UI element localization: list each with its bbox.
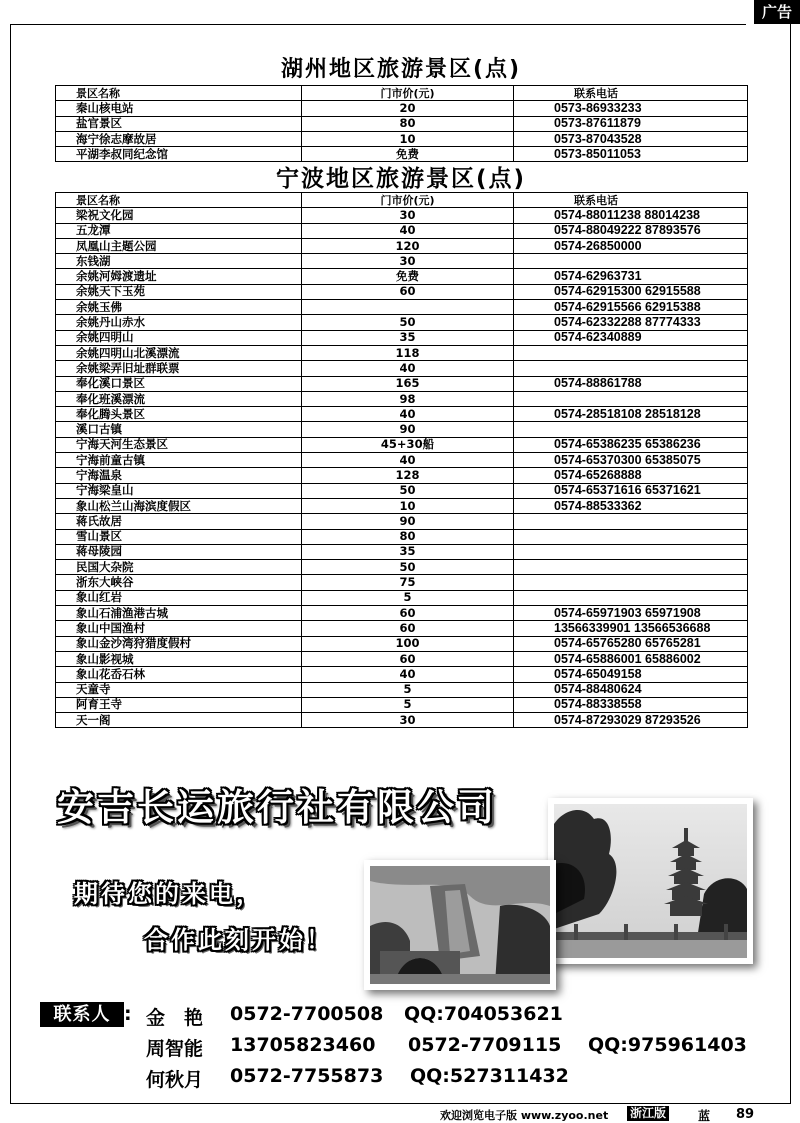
spot-price: 60	[302, 606, 514, 621]
table-row	[56, 345, 748, 360]
table-row	[56, 361, 748, 376]
spot-price: 35	[302, 544, 514, 559]
spot-phone: 0574-88533362	[514, 498, 748, 513]
spot-name: 余姚天下玉苑	[56, 284, 302, 299]
spot-phone: 0574-28518108 28518128	[514, 407, 748, 422]
table-row	[56, 376, 748, 391]
spot-phone: 0574-65268888	[514, 468, 748, 483]
spot-price: 80	[302, 529, 514, 544]
table-row	[56, 590, 748, 605]
spot-name: 宁海前童古镇	[56, 453, 302, 468]
spot-price: 50	[302, 560, 514, 575]
table-row	[56, 315, 748, 330]
spot-name: 五龙潭	[56, 223, 302, 238]
table-row	[56, 330, 748, 345]
stone-bridge-photo	[364, 860, 556, 990]
contact-label: 联系人	[40, 1002, 124, 1027]
huzhou-table	[55, 85, 748, 162]
header-name: 景区名称	[56, 86, 302, 101]
table-row	[56, 468, 748, 483]
spot-price: 128	[302, 468, 514, 483]
table-row	[56, 116, 748, 131]
spot-price: 5	[302, 682, 514, 697]
contact-name: 金 艳	[146, 1007, 204, 1029]
spot-price: 40	[302, 407, 514, 422]
table-row	[56, 682, 748, 697]
spot-phone: 13566339901 13566536688	[514, 621, 748, 636]
contact-phone: 0572-7700508	[230, 1003, 384, 1025]
spot-name: 平湖李叔同纪念馆	[56, 147, 302, 162]
pagoda-photo	[548, 798, 753, 964]
table-row	[56, 131, 748, 146]
spot-phone	[514, 590, 748, 605]
spot-name: 海宁徐志摩故居	[56, 131, 302, 146]
spot-phone: 0573-87611879	[514, 116, 748, 131]
spot-price: 5	[302, 590, 514, 605]
spot-name: 宁海天河生态景区	[56, 437, 302, 452]
spot-price: 120	[302, 238, 514, 253]
spot-price: 80	[302, 116, 514, 131]
spot-price: 90	[302, 514, 514, 529]
spot-name: 象山金沙湾狩猎度假村	[56, 636, 302, 651]
spot-phone: 0574-62915300 62915588	[514, 284, 748, 299]
spot-price: 30	[302, 208, 514, 223]
header-price: 门市价(元)	[302, 86, 514, 101]
table-row	[56, 560, 748, 575]
spot-price: 90	[302, 422, 514, 437]
table-row	[56, 238, 748, 253]
spot-phone: 0574-65886001 65886002	[514, 651, 748, 666]
table-row	[56, 437, 748, 452]
stone-bridge-illustration	[370, 866, 550, 984]
table-row	[56, 621, 748, 636]
header-name: 景区名称	[56, 193, 302, 208]
footer-website-link[interactable]: 欢迎浏览电子版 www.zyoo.net	[440, 1109, 609, 1122]
spot-name: 奉化溪口景区	[56, 376, 302, 391]
spot-phone: 0574-65370300 65385075	[514, 453, 748, 468]
contact-phone: 13705823460	[230, 1034, 376, 1056]
spot-price: 40	[302, 667, 514, 682]
spot-price: 118	[302, 345, 514, 360]
table-row	[56, 422, 748, 437]
spot-name: 东钱湖	[56, 254, 302, 269]
table-row	[56, 575, 748, 590]
spot-price: 35	[302, 330, 514, 345]
spot-phone	[514, 422, 748, 437]
spot-name: 浙东大峡谷	[56, 575, 302, 590]
spot-price	[302, 300, 514, 315]
spot-phone: 0574-65049158	[514, 667, 748, 682]
ningbo-title: 宁波地区旅游景区(点)	[275, 166, 527, 192]
pagoda-photo-illustration	[554, 804, 747, 958]
spot-price: 45+30船	[302, 437, 514, 452]
spot-phone: 0574-65386235 65386236	[514, 437, 748, 452]
spot-price: 30	[302, 713, 514, 728]
spot-name: 民国大杂院	[56, 560, 302, 575]
table-row	[56, 407, 748, 422]
spot-phone: 0573-85011053	[514, 147, 748, 162]
spot-phone	[514, 560, 748, 575]
footer-color-mark: 蓝	[698, 1109, 711, 1123]
spot-price: 98	[302, 391, 514, 406]
spot-price: 30	[302, 254, 514, 269]
table-row	[56, 269, 748, 284]
table-row	[56, 713, 748, 728]
spot-name: 象山花岙石林	[56, 667, 302, 682]
spot-phone: 0574-26850000	[514, 238, 748, 253]
table-row	[56, 697, 748, 712]
spot-phone	[514, 529, 748, 544]
contact-qq: QQ:975961403	[588, 1034, 747, 1056]
spot-phone	[514, 514, 748, 529]
footer-edition-badge: 浙江版	[627, 1106, 669, 1121]
table-row	[56, 651, 748, 666]
spot-price: 40	[302, 223, 514, 238]
table-row	[56, 544, 748, 559]
spot-price: 10	[302, 131, 514, 146]
spot-name: 余姚四明山北溪漂流	[56, 345, 302, 360]
spot-phone: 0574-87293029 87293526	[514, 713, 748, 728]
spot-name: 奉化腾头景区	[56, 407, 302, 422]
spot-name: 奉化班溪漂流	[56, 391, 302, 406]
spot-name: 象山红岩	[56, 590, 302, 605]
spot-phone	[514, 254, 748, 269]
spot-name: 宁海温泉	[56, 468, 302, 483]
spot-price: 20	[302, 101, 514, 116]
spot-price: 50	[302, 315, 514, 330]
spot-phone: 0574-65765280 65765281	[514, 636, 748, 651]
table-row	[56, 300, 748, 315]
spot-name: 余姚河姆渡遗址	[56, 269, 302, 284]
table-row	[56, 529, 748, 544]
spot-name: 梁祝文化园	[56, 208, 302, 223]
contact-name: 周智能	[146, 1038, 204, 1060]
table-row	[56, 498, 748, 513]
ad-tab: 广告	[754, 0, 800, 24]
spot-price: 165	[302, 376, 514, 391]
table-row	[56, 453, 748, 468]
spot-name: 象山石浦渔港古城	[56, 606, 302, 621]
contact-phone-2: 0572-7709115	[408, 1034, 562, 1056]
page-number: 89	[736, 1107, 755, 1122]
spot-name: 象山松兰山海滨度假区	[56, 498, 302, 513]
spot-name: 宁海梁皇山	[56, 483, 302, 498]
spot-name: 秦山核电站	[56, 101, 302, 116]
spot-price: 50	[302, 483, 514, 498]
spot-phone: 0574-88011238 88014238	[514, 208, 748, 223]
spot-phone: 0574-65971903 65971908	[514, 606, 748, 621]
spot-price: 60	[302, 621, 514, 636]
header-phone: 联系电话	[514, 193, 748, 208]
table-header-row	[56, 86, 748, 101]
table-row	[56, 284, 748, 299]
slogan-line-1: 期待您的来电，	[74, 880, 263, 908]
spot-name: 天一阁	[56, 713, 302, 728]
spot-phone	[514, 391, 748, 406]
contact-qq: QQ:704053621	[404, 1003, 563, 1025]
spot-phone	[514, 361, 748, 376]
spot-price: 免费	[302, 147, 514, 162]
table-row	[56, 223, 748, 238]
spot-price: 100	[302, 636, 514, 651]
table-row	[56, 667, 748, 682]
spot-name: 余姚梁弄旧址群联票	[56, 361, 302, 376]
table-row	[56, 636, 748, 651]
table-row	[56, 606, 748, 621]
spot-name: 象山中国渔村	[56, 621, 302, 636]
spot-phone: 0574-62340889	[514, 330, 748, 345]
spot-phone: 0574-62332288 87774333	[514, 315, 748, 330]
spot-phone: 0574-88338558	[514, 697, 748, 712]
ningbo-table	[55, 192, 748, 728]
spot-name: 溪口古镇	[56, 422, 302, 437]
table-row	[56, 101, 748, 116]
contact-qq: QQ:527311432	[410, 1065, 569, 1087]
company-name: 安吉长运旅行社有限公司	[57, 786, 497, 829]
huzhou-title: 湖州地区旅游景区(点)	[280, 57, 522, 82]
spot-price: 60	[302, 284, 514, 299]
spot-phone: 0574-62963731	[514, 269, 748, 284]
spot-name: 雪山景区	[56, 529, 302, 544]
table-row	[56, 208, 748, 223]
spot-phone	[514, 544, 748, 559]
spot-name: 凤凰山主题公园	[56, 238, 302, 253]
spot-phone	[514, 345, 748, 360]
spot-name: 余姚丹山赤水	[56, 315, 302, 330]
spot-phone	[514, 575, 748, 590]
spot-phone: 0573-87043528	[514, 131, 748, 146]
spot-name: 余姚玉佛	[56, 300, 302, 315]
table-row	[56, 514, 748, 529]
spot-phone: 0574-88480624	[514, 682, 748, 697]
header-phone: 联系电话	[514, 86, 748, 101]
spot-price: 免费	[302, 269, 514, 284]
table-header-row	[56, 193, 748, 208]
table-row	[56, 483, 748, 498]
page-frame-top	[10, 24, 746, 25]
spot-phone: 0574-62915566 62915388	[514, 300, 748, 315]
spot-name: 象山影视城	[56, 651, 302, 666]
slogan-line-2: 合作此刻开始！	[144, 926, 333, 954]
spot-price: 60	[302, 651, 514, 666]
contact-phone: 0572-7755873	[230, 1065, 384, 1087]
spot-name: 蒋母陵园	[56, 544, 302, 559]
table-row	[56, 391, 748, 406]
spot-price: 5	[302, 697, 514, 712]
spot-name: 天童寺	[56, 682, 302, 697]
spot-price: 10	[302, 498, 514, 513]
spot-name: 蒋氏故居	[56, 514, 302, 529]
spot-phone: 0574-88049222 87893576	[514, 223, 748, 238]
spot-name: 阿育王寺	[56, 697, 302, 712]
spot-price: 40	[302, 361, 514, 376]
spot-phone: 0574-88861788	[514, 376, 748, 391]
spot-name: 余姚四明山	[56, 330, 302, 345]
spot-price: 75	[302, 575, 514, 590]
header-price: 门市价(元)	[302, 193, 514, 208]
table-row	[56, 254, 748, 269]
spot-name: 盐官景区	[56, 116, 302, 131]
contact-colon: :	[124, 1003, 132, 1025]
contact-name: 何秋月	[146, 1069, 204, 1091]
spot-phone: 0574-65371616 65371621	[514, 483, 748, 498]
spot-price: 40	[302, 453, 514, 468]
spot-phone: 0573-86933233	[514, 101, 748, 116]
